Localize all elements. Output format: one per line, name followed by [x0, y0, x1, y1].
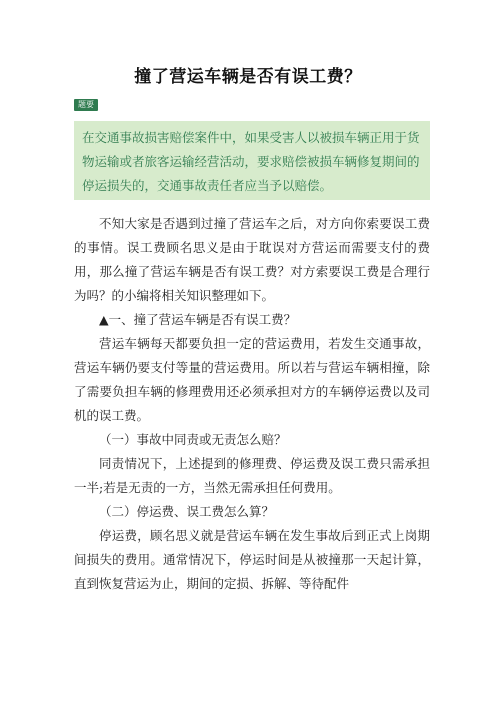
section-heading-1: ▲一、撞了营运车辆是否有误工费？ [99, 312, 297, 327]
document-body [74, 212, 430, 596]
document-title: 撞了营运车辆是否有误工费？ [134, 67, 362, 87]
subsection-heading-2: （二）停运费、误工费怎么算？ [99, 504, 275, 519]
paragraph-subsection-2: 停运费，顾名思义就是营运车辆在发生事故后到正式上岗期间损失的费用。通常情况下，停运时间是从被撞那一天起计算，直到恢复营运为止，期间的定损、拆解、等待配件 [74, 528, 430, 591]
abstract-text: 在交通事故损害赔偿案件中，如果受害人以被损车辆正用于货物运输或者旅客运输经营活动，要求赔偿被损车辆修复期间的停运损失的，交通事故责任者应当予以赔偿。 [82, 130, 420, 193]
paragraph-intro: 不知大家是否遇到过撞了营运车之后，对方向你索要误工费的事情。误工费顾名思义是由于耽误对方营运而需要支付的费用，那么撞了营运车辆是否有误工费？对方索要误工费是合理行为吗？的小编将相关知识整理如下。 [74, 216, 430, 303]
paragraph-subsection-1: 同责情况下，上述提到的修理费、停运费及误工费只需承担一半;若是无责的一方，当然无需承担任何费用。 [74, 456, 430, 495]
abstract-label-badge: 题要 [74, 99, 98, 111]
abstract-box [74, 121, 430, 200]
paragraph-section-1: 营运车辆每天都要负担一定的营运费用，若发生交通事故，营运车辆仍要支付等量的营运费用。所以若与营运车辆相撞，除了需要负担车辆的修理费用还必须承担对方的车辆停运费以及司机的误工费。 [74, 336, 430, 423]
subsection-heading-1: （一）事故中同责或无责怎么赔？ [99, 432, 287, 447]
